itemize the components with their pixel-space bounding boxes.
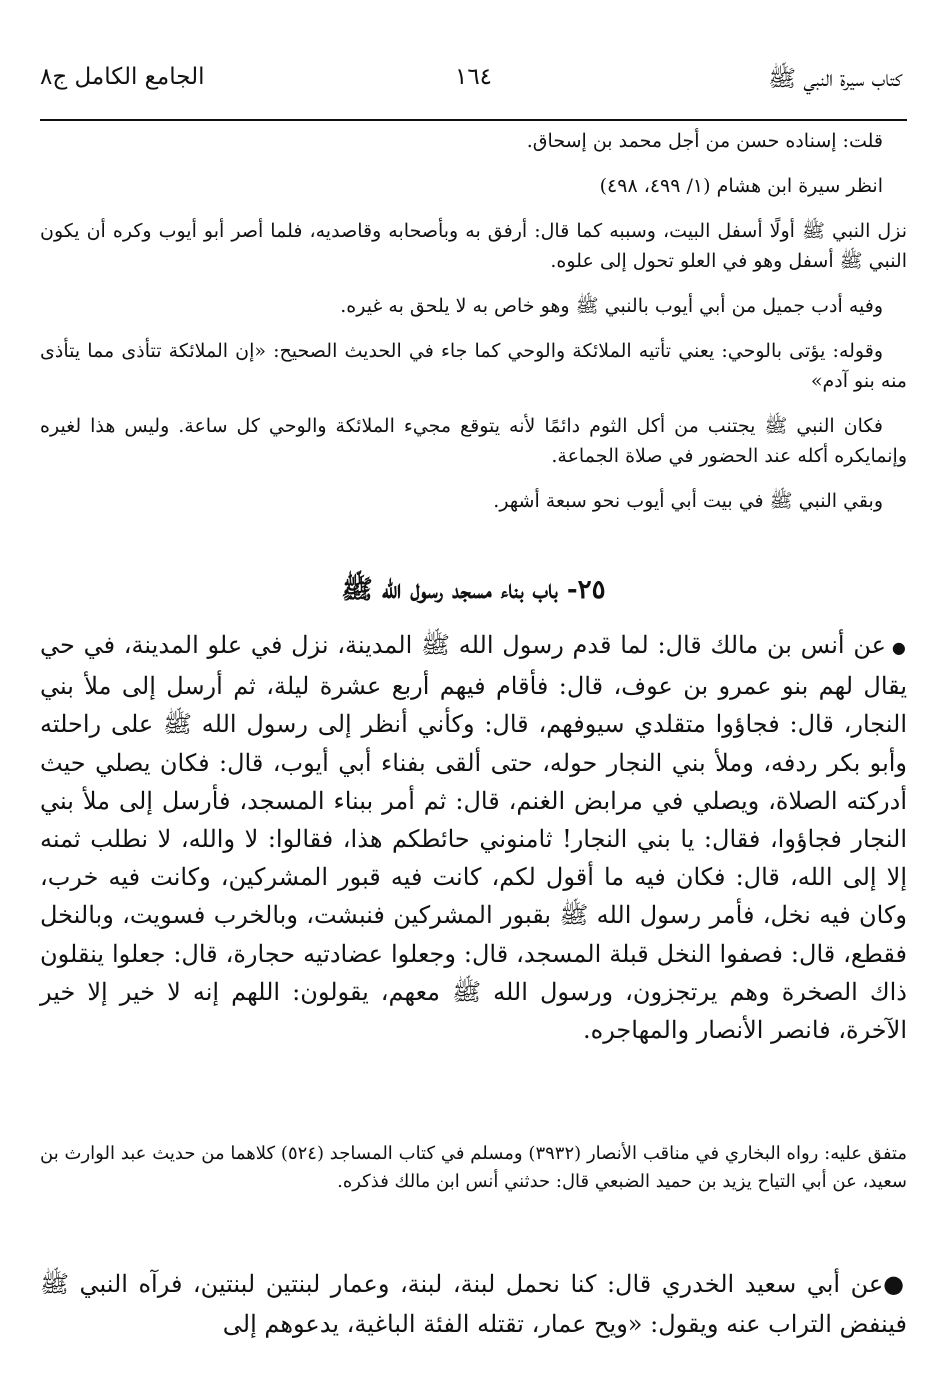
hadith-paragraph: [40, 1264, 907, 1344]
book-title: كتاب سيرة النبي ﷺ: [768, 66, 902, 92]
bullet-icon: ●: [883, 1270, 907, 1298]
bullet-icon: ●: [891, 638, 907, 657]
chapter-heading: [40, 568, 907, 612]
note-paragraph: وقوله: يؤتى بالوحي: يعني تأتيه الملائكة والوحي كما جاء في الحديث الصحيح: «إن الملائكة تتأذى مما يتأذى منه بنو آدم»: [40, 340, 907, 392]
note-isnad: قلت: إسناده حسن من أجل محمد بن إسحاق.: [526, 130, 883, 152]
note-paragraph: نزل النبي ﷺ أولًا أسفل البيت، وسببه كما قال: أرفق به وبأصحابه وقاصديه، فلما أصر أبو أيوب وكره أن يكون النبي ﷺ أسفل وهو في العلو تحول إلى علوه.: [40, 220, 907, 272]
page-number: ١٦٤: [454, 64, 493, 90]
takhrij-text: متفق عليه: رواه البخاري في مناقب الأنصار (٣٩٣٢) ومسلم في كتاب المساجد (٥٢٤) كلاهما من حديث عبد الوارث بن سعيد، عن أبي التياح يزيد بن حميد الضبعي قال: حدثني أنس ابن مالك فذكره.: [40, 1143, 907, 1192]
chapter-title: باب بناء مسجد رسول الله ﷺ: [341, 575, 558, 605]
page: [40, 0, 907, 1379]
header-rule: [40, 119, 907, 121]
commentary-notes: [40, 126, 907, 531]
hadith-block-2: [40, 1264, 907, 1344]
volume-title: الجامع الكامل ج٨: [40, 64, 205, 90]
takhrij-note: [40, 1140, 907, 1196]
note-paragraph: فكان النبي ﷺ يجتنب من أكل الثوم دائمًا لأنه يتوقع مجيء الملائكة والوحي كل ساعة. وليس هذا لغيره وإنمايكره أكله عند الحضور في صلاة الجماعة.: [40, 415, 907, 467]
hadith-block: [40, 626, 907, 1049]
hadith-text: عن أنس بن مالك قال: لما قدم رسول الله ﷺ المدينة، نزل في علو المدينة، في حي يقال لهم بنو عمرو بن عوف، قال: فأقام فيهم أربع عشرة ليلة، ثم أرسل إلى ملأ بني النجار، قال: فجاؤوا متقلدي سيوفهم، قال: وكأني أنظر إلى رسول الله ﷺ على راحلته وأبو بكر ردفه، وملأ بني النجار حوله، حتى ألقى بفناء أبي أيوب، قال: فكان يصلي حيث أدركته الصلاة، ويصلي في مرابض الغنم، قال: ثم أمر ببناء المسجد، فأرسل إلى ملأ بني النجار فجاؤوا، فقال: يا بني النجار! ثامنوني حائطكم هذا، فقالوا: لا والله، لا نطلب ثمنه إلا إلى الله، قال: فكان فيه ما أقول لكم، كانت فيه قبور المشركين، وكانت فيه خرب، وكان فيه نخل، فأمر رسول الله ﷺ بقبور المشركين فنبشت، وبالخرب فسويت، وبالنخل فقطع، قال: فصفوا النخل قبلة المسجد، قال: وجعلوا عضادتيه حجارة، قال: جعلوا ينقلون ذاك الصخرة وهم يرتجزون، ورسول الله ﷺ معهم، يقولون: اللهم إنه لا خير إلا خير الآخرة، فانصر الأنصار والمهاجره.: [40, 631, 908, 1045]
chapter-number: ٢٥-: [566, 575, 606, 605]
hadith-paragraph: [40, 626, 907, 1049]
running-header: [40, 58, 907, 98]
hadith-text: عن أبي سعيد الخدري قال: كنا نحمل لبنة، لبنة، وعمار لبنتين لبنتين، فرآه النبي ﷺ فينفض التراب عنه ويقول: «ويح عمار، تقتله الفئة الباغية، يدعوهم إلى: [40, 1270, 907, 1338]
note-paragraph: وبقي النبي ﷺ في بيت أبي أيوب نحو سبعة أشهر.: [493, 490, 883, 512]
note-reference: انظر سيرة ابن هشام (١/ ٤٩٩، ٤٩٨): [599, 175, 883, 197]
note-paragraph: وفيه أدب جميل من أبي أيوب بالنبي ﷺ وهو خاص به لا يلحق به غيره.: [340, 295, 883, 317]
